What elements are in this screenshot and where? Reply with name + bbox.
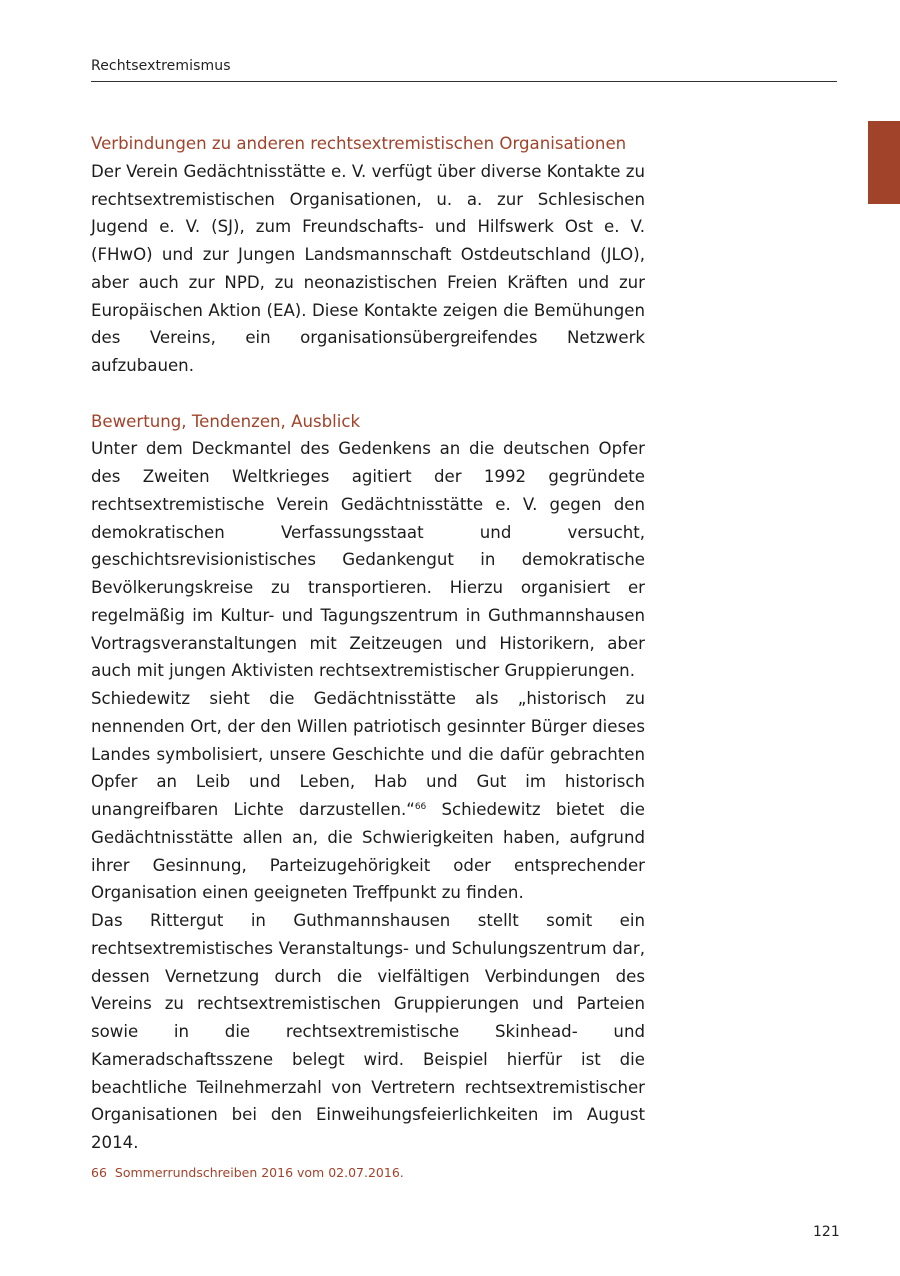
footnote-text: Sommerrundschreiben 2016 vom 02.07.2016.	[114, 1165, 404, 1180]
footnote-number: 66	[91, 1165, 107, 1180]
paragraph-continuation: Schiedewitz bietet die Gedächtnisstätte allen an, die Schwierigkeiten haben, aufgrund ihrer Gesinnung, Parteizugehörigkeit oder entsprechender Organisation einen geeigneten Treffpunkt zu finden.	[91, 800, 645, 903]
section-gap	[91, 380, 645, 408]
paragraph-verbindungen: Der Verein Gedächtnisstätte e. V. verfügt über diverse Kontakte zu rechtsextremistischen Organisationen, u. a. zur Schlesischen Jugend e. V. (SJ), zum Freundschafts- und Hilfswerk Ost e. V. (FHwO) und zur Jungen Landsmannschaft Ostdeutschland (JLO), aber auch zur NPD, zu neonazistischen Freien Kräften und zur Europäischen Aktion (EA). Diese Kontakte zeigen die Bemühungen des Vereins, ein organisationsübergreifendes Netzwerk aufzubauen.	[91, 161, 645, 375]
header-rule	[91, 81, 837, 82]
footnote	[91, 1165, 404, 1180]
footnote-reference[interactable]: 66	[414, 802, 427, 812]
chapter-tab-marker	[868, 121, 900, 204]
quote-text: Schiedewitz sieht die Gedächtnisstätte als „historisch zu nennenden Ort, der den Willen patriotisch gesinnter Bürger dieses Landes symbolisiert, unsere Geschichte und die dafür gebrachten Opfer an Leib und Leben, Hab und Gut im historisch unangreifbaren Lichte darzustellen.“	[91, 689, 645, 819]
paragraph-bewertung-2	[91, 685, 645, 907]
section-heading-bewertung: Bewertung, Tendenzen, Ausblick	[91, 411, 361, 431]
paragraph-bewertung-3: Das Rittergut in Guthmannshausen stellt somit ein rechtsextremistisches Veranstaltungs- und Schulungszentrum dar, dessen Vernetzung durch die vielfältigen Verbindungen des Vereins zu rechtsextremistischen Gruppierungen und Parteien sowie in die rechtsextremistische Skinhead- und Kameradschaftsszene belegt wird. Beispiel hierfür ist die beachtliche Teilnehmerzahl von Vertretern rechtsextremistischer Organisationen bei den Einweihungsfeierlichkeiten im August 2014.	[91, 911, 645, 1152]
running-title: Rechtsextremismus	[91, 58, 231, 74]
section-heading-verbindungen: Verbindungen zu anderen rechtsextremistischen Organisationen	[91, 134, 627, 153]
main-content	[91, 130, 645, 1157]
paragraph-bewertung-1: Unter dem Deckmantel des Gedenkens an die deutschen Opfer des Zweiten Weltkrieges agitiert der 1992 gegründete rechtsextremistische Verein Gedächtnisstätte e. V. gegen den demokratischen Verfassungsstaat und versucht, geschichtsrevisionistisches Gedankengut in demokratische Bevölkerungskreise zu transportieren. Hierzu organisiert er regelmäßig im Kultur- und Tagungszentrum in Guthmannshausen Vortragsveranstaltungen mit Zeitzeugen und Historikern, aber auch mit jungen Aktivisten rechtsextremistischer Gruppierungen.	[91, 439, 645, 681]
page-number: 121	[813, 1224, 840, 1240]
